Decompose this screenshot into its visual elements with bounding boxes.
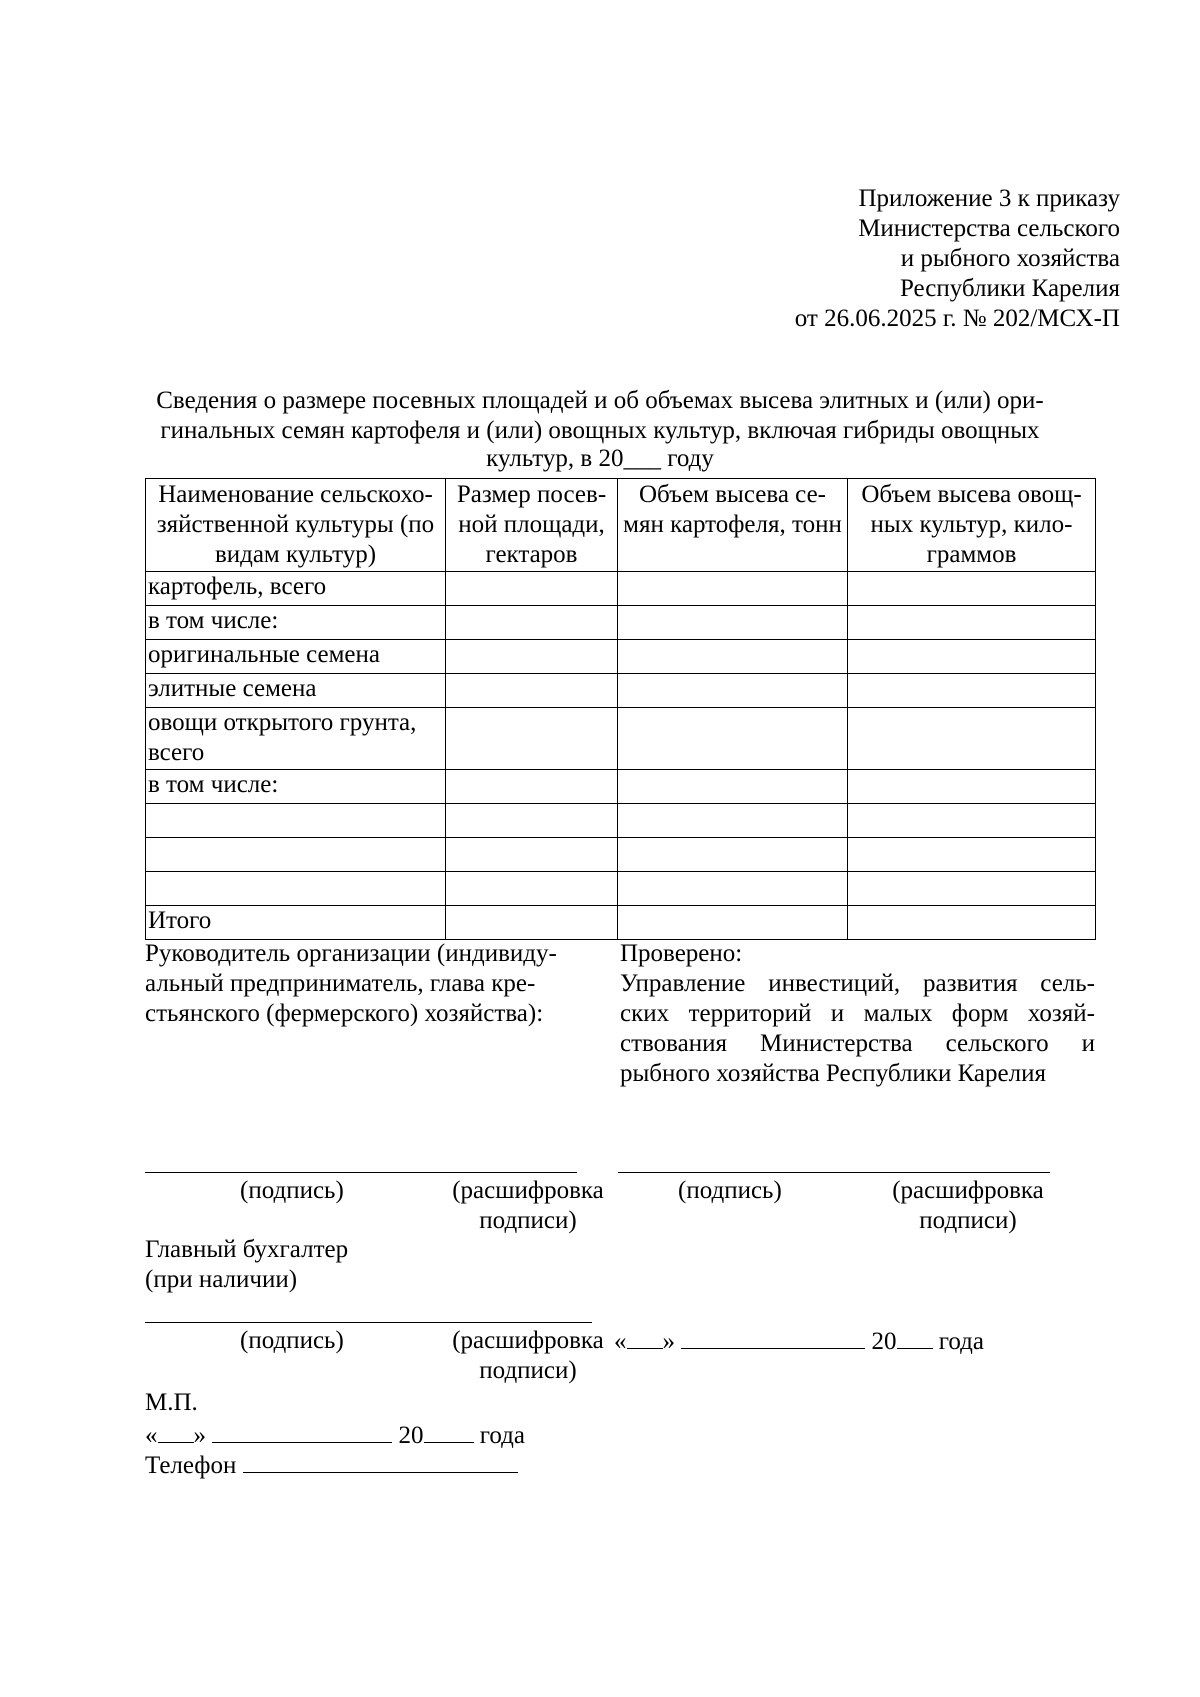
table-cell[interactable] (618, 804, 848, 838)
title-line: Сведения о размере посевных площадей и об объемах высева элитных и (или) ори- (156, 387, 1044, 414)
title-line: культур, в 20___ году (486, 445, 714, 472)
accountant-line: Главный бухгалтер (145, 1236, 349, 1263)
chief-accountant-label (145, 1235, 348, 1295)
table-cell[interactable] (446, 804, 618, 838)
row-label: овощи открытого грунта, всего (146, 708, 446, 770)
quote-open: « (614, 1328, 627, 1355)
stamp-place: М.П. (145, 1389, 198, 1416)
year-suffix: года (479, 1422, 525, 1449)
table-row (146, 804, 1096, 838)
decoding-caption-line: (расшифровка (452, 1177, 604, 1204)
table-row (146, 640, 1096, 674)
quote-close: » (193, 1422, 206, 1449)
table-cell[interactable] (848, 572, 1096, 606)
decoding-caption-line: подписи) (919, 1207, 1017, 1234)
submission-date (145, 1420, 525, 1451)
checked-by-block (620, 939, 1095, 1089)
table-cell[interactable] (446, 640, 618, 674)
table-cell[interactable] (618, 906, 848, 940)
appendix-line: и рыбного хозяйства (900, 245, 1120, 272)
checker-signature-line[interactable] (618, 1172, 1050, 1173)
table-cell[interactable] (848, 606, 1096, 640)
decoding-caption-line: (расшифровка (892, 1177, 1044, 1204)
row-label[interactable] (146, 872, 446, 906)
row-label: элитные семена (146, 674, 446, 708)
head-line: стьянского (фермерского) хозяйства): (145, 1000, 544, 1027)
head-line: Руководитель организации (индивиду- (145, 940, 557, 967)
day-field[interactable] (158, 1420, 194, 1443)
day-field[interactable] (627, 1326, 663, 1349)
crop-table (145, 478, 1096, 940)
table-cell[interactable] (848, 640, 1096, 674)
table-row (146, 572, 1096, 606)
table-cell[interactable] (618, 674, 848, 708)
head-line: альный предприниматель, глава кре- (145, 970, 536, 997)
decoding-caption-line: (расшифровка (452, 1327, 604, 1354)
column-header-crop: Наименование сельскохо-зяйственной культуры (по видам культур) (146, 479, 446, 572)
table-row (146, 872, 1096, 906)
table-cell[interactable] (848, 906, 1096, 940)
year-prefix: 20 (871, 1328, 897, 1355)
check-date (614, 1326, 984, 1357)
table-cell[interactable] (446, 872, 618, 906)
table-cell[interactable] (618, 572, 848, 606)
table-row (146, 674, 1096, 708)
table-cell[interactable] (618, 606, 848, 640)
month-field[interactable] (212, 1420, 392, 1443)
table-header-row (146, 479, 1096, 572)
year-field[interactable] (424, 1420, 474, 1443)
quote-open: « (145, 1422, 158, 1449)
table-cell[interactable] (848, 708, 1096, 770)
column-header-area: Размер посев-ной площади, гектаров (446, 479, 618, 572)
table-cell[interactable] (446, 572, 618, 606)
checked-line: ствования Министерства сельского и (620, 1030, 1095, 1057)
quote-close: » (662, 1328, 675, 1355)
appendix-header (520, 184, 1120, 334)
appendix-line: от 26.06.2025 г. № 202/МСХ-П (794, 305, 1120, 332)
table-row (146, 708, 1096, 770)
appendix-line: Республики Карелия (899, 275, 1120, 302)
table-cell[interactable] (618, 770, 848, 804)
row-label: Итого (146, 906, 446, 940)
table-cell[interactable] (848, 838, 1096, 872)
row-label: картофель, всего (146, 572, 446, 606)
table-cell[interactable] (446, 606, 618, 640)
decoding-caption-line: подписи) (479, 1207, 577, 1234)
table-row (146, 606, 1096, 640)
table-cell[interactable] (446, 708, 618, 770)
title-line: гинальных семян картофеля и (или) овощных культур, включая гибриды овощных (160, 417, 1040, 444)
accountant-line: (при наличии) (145, 1266, 298, 1293)
phone-row (145, 1450, 518, 1481)
phone-field[interactable] (243, 1450, 518, 1473)
column-header-potato-volume: Объем высева се-мян картофеля, тонн (618, 479, 848, 572)
row-label: в том числе: (146, 606, 446, 640)
head-of-organization-block (145, 939, 605, 1029)
signature-caption: (подпись) (240, 1327, 344, 1354)
table-cell[interactable] (618, 708, 848, 770)
table-row (146, 906, 1096, 940)
table-row (146, 838, 1096, 872)
appendix-line: Министерства сельского (858, 215, 1120, 242)
table-cell[interactable] (446, 906, 618, 940)
document-title (100, 386, 1100, 474)
month-field[interactable] (681, 1326, 865, 1349)
checked-heading: Проверено: (620, 940, 743, 967)
decoding-caption (448, 1326, 608, 1386)
table-cell[interactable] (618, 640, 848, 674)
year-suffix: года (938, 1328, 984, 1355)
table-cell[interactable] (848, 872, 1096, 906)
table-cell[interactable] (848, 770, 1096, 804)
table-cell[interactable] (446, 838, 618, 872)
accountant-signature-line[interactable] (145, 1322, 592, 1323)
appendix-line: Приложение 3 к приказу (858, 185, 1120, 212)
table-cell[interactable] (848, 804, 1096, 838)
table-cell[interactable] (618, 838, 848, 872)
column-header-vegetable-volume: Объем высева овощ-ных культур, кило-граммов (848, 479, 1096, 572)
table-cell[interactable] (848, 674, 1096, 708)
checked-line: ских территорий и малых форм хозяй- (620, 1000, 1095, 1027)
row-label: оригинальные семена (146, 640, 446, 674)
signature-caption: (подпись) (678, 1177, 782, 1204)
decoding-caption (448, 1176, 608, 1236)
table-cell[interactable] (446, 770, 618, 804)
row-label: в том числе: (146, 770, 446, 804)
decoding-caption (888, 1176, 1048, 1236)
row-label[interactable] (146, 804, 446, 838)
signature-caption: (подпись) (240, 1177, 344, 1204)
phone-label: Телефон (145, 1452, 237, 1479)
checked-line: рыбного хозяйства Республики Карелия (620, 1060, 1046, 1087)
year-prefix: 20 (398, 1422, 424, 1449)
row-label[interactable] (146, 838, 446, 872)
table-row (146, 770, 1096, 804)
head-signature-line[interactable] (145, 1172, 577, 1173)
checked-line: Управление инвестиций, развития сель- (620, 970, 1095, 997)
table-cell[interactable] (446, 674, 618, 708)
table-cell[interactable] (618, 872, 848, 906)
decoding-caption-line: подписи) (479, 1357, 577, 1384)
year-field[interactable] (897, 1326, 933, 1349)
